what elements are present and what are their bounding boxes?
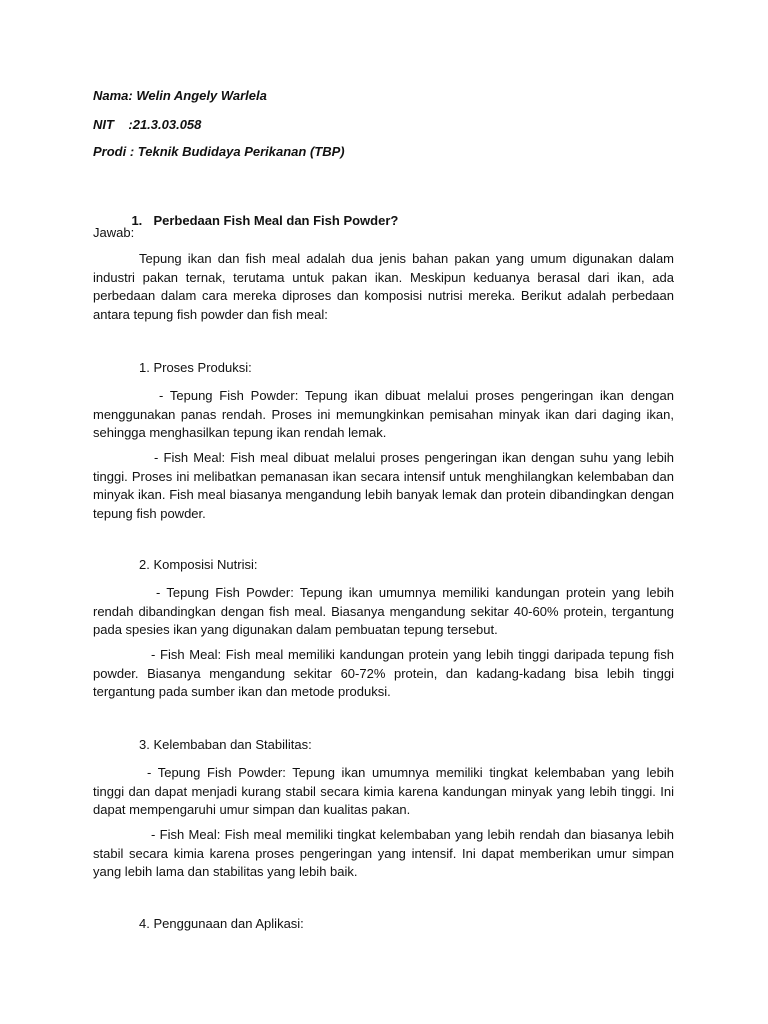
section-title-penggunaan-aplikasi: 4. Penggunaan dan Aplikasi: xyxy=(139,916,304,931)
section-3-powder-paragraph: - Tepung Fish Powder: Tepung ikan umumnya memiliki tingkat kelembaban yang lebih tinggi dan dapat menjadi kurang stabil secara kimia karena kandungan minyak yang lebih tinggi. Ini dapat mempengaruhi umur simpan dan kualitas pakan. xyxy=(93,765,674,817)
student-name: Nama: Welin Angely Warlela xyxy=(93,88,267,103)
answer-label: Jawab: xyxy=(93,225,135,240)
student-nit: NIT :21.3.03.058 xyxy=(93,117,202,132)
section-1-powder-paragraph: - Tepung Fish Powder: Tepung ikan dibuat melalui proses pengeringan ikan dengan menggunakan panas rendah. Proses ini memungkinkan pemisahan minyak ikan dari daging ikan, sehingga menghasilkan tepung ikan rendah lemak. xyxy=(93,388,674,440)
section-3-meal-paragraph: - Fish Meal: Fish meal memiliki tingkat kelembaban yang lebih rendah dan biasanya lebih stabil secara kimia karena proses pengeringan yang intensif. Ini dapat memberikan umur simpan yang lebih lama dan stabilitas yang lebih baik. xyxy=(93,827,674,879)
section-title-komposisi-nutrisi: 2. Komposisi Nutrisi: xyxy=(139,557,258,572)
question-text: Perbedaan Fish Meal dan Fish Powder? xyxy=(153,213,399,228)
section-1-meal-paragraph: - Fish Meal: Fish meal dibuat melalui proses pengeringan ikan dengan suhu yang lebih tinggi. Proses ini melibatkan pemanasan ikan secara intensif untuk menghilangkan kelembaban dan minyak ikan. Fish meal biasanya mengandung lebih banyak lemak dan protein dibandingkan dengan tepung fish powder. xyxy=(93,450,674,521)
section-2-meal-paragraph: - Fish Meal: Fish meal memiliki kandungan protein yang lebih tinggi daripada tepung fish powder. Biasanya mengandung sekitar 60-72% protein, dan kadang-kadang bisa lebih tinggi tergantung pada sumber ikan dan metode produksi. xyxy=(93,647,674,699)
question-heading xyxy=(117,198,398,243)
question-number: 1. xyxy=(131,213,143,228)
section-title-proses-produksi: 1. Proses Produksi: xyxy=(139,360,252,375)
study-program: Prodi : Teknik Budidaya Perikanan (TBP) xyxy=(93,144,345,159)
intro-paragraph: Tepung ikan dan fish meal adalah dua jenis bahan pakan yang umum digunakan dalam industri pakan ternak, terutama untuk pakan ikan. Meskipun keduanya berasal dari ikan, ada perbedaan dalam cara mereka diproses dan komposisi nutrisi mereka. Berikut adalah perbedaan antara tepung fish powder dan fish meal: xyxy=(93,251,674,322)
section-title-kelembaban-stabilitas: 3. Kelembaban dan Stabilitas: xyxy=(139,737,312,752)
section-2-powder-paragraph: - Tepung Fish Powder: Tepung ikan umumnya memiliki kandungan protein yang lebih rendah dibandingkan dengan fish meal. Biasanya mengandung sekitar 40-60% protein, tergantung pada spesies ikan yang digunakan dalam pembuatan tepung tersebut. xyxy=(93,585,674,637)
